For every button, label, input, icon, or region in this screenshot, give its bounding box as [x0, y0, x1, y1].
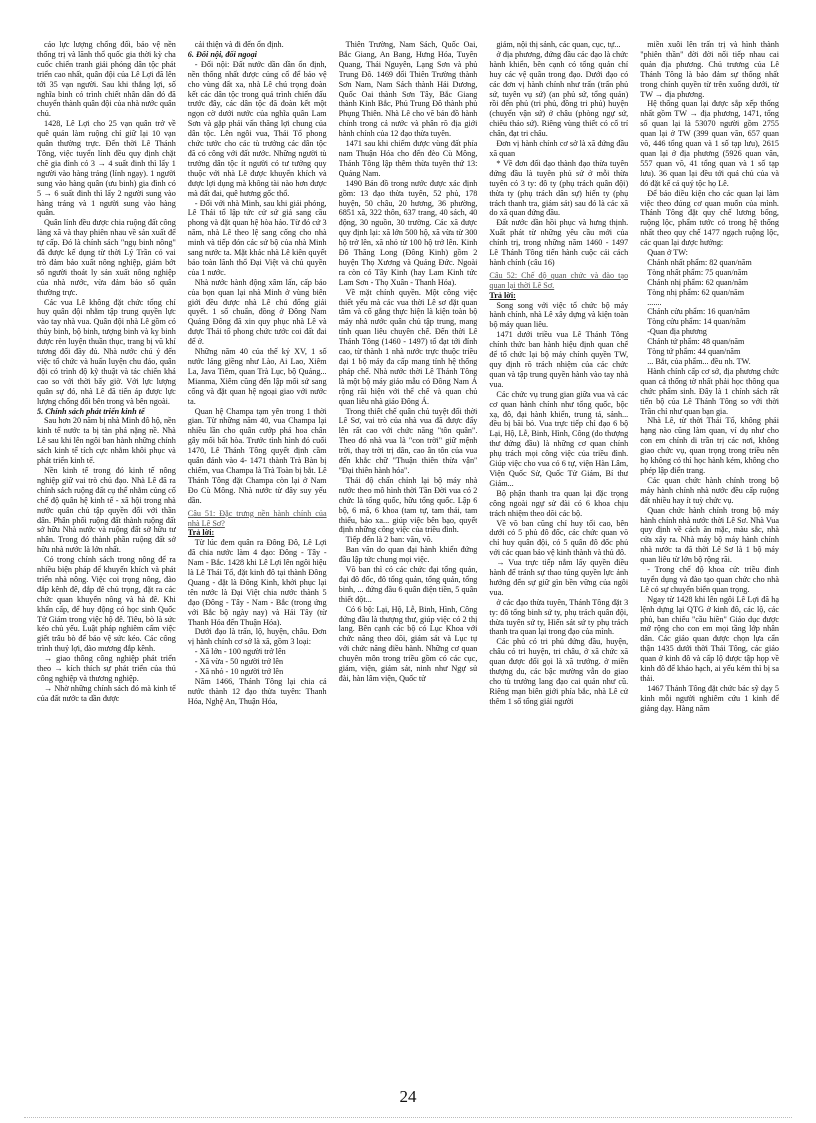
footer-divider — [24, 1117, 792, 1118]
paragraph: Tòng nhị phẩm: 62 quan/năm — [647, 287, 745, 297]
question-heading: Câu 51: Đặc trưng nền hành chính của nhà Lê Sơ? — [187, 508, 327, 528]
paragraph: - Xã nhỏ - 10 người trở lên — [194, 667, 284, 677]
paragraph: - Đối với nhà Minh, sau khi giải phóng, Lê Thái tổ lập tức cử sứ giả sang cầu phong và đặt quan hệ hòa hảo. Từ đó cứ 3 năm, nhà Lê theo lệ sang cống cho nhà minh và tiếp đón các sứ bộ của nhà Minh sang nước ta. Mặt khác nhà Lê kiên quyết bảo toàn lãnh thổ Đại Việt và chủ quyền của 1 nước. — [187, 198, 327, 277]
paragraph: - Trong chế độ khoa cử: triều đình tuyển dụng và đào tạo quan chức cho nhà Lê có sự chuyển biến quan trọng. — [640, 565, 779, 594]
paragraph: → giao thông công nghiệp phát triển theo → kích thích sự phát triển của thủ công nghiệp và thương nghiệp. — [37, 654, 176, 683]
paragraph: giám, nội thị sảnh, các quan, cục, tự... — [496, 40, 621, 49]
paragraph: Bộ phận thanh tra quan lại đặc trọng công ngoài ngự sử đài có 6 khoa chịu trách nhiệm theo dõi các bộ. — [489, 488, 629, 518]
section-heading: 5. Chính sách phát triển kinh tế — [37, 406, 145, 416]
paragraph: Có trong chính sách trong nông để ra nhiều biện pháp để khuyến khích và phát triển nhà nông. Việc coi trọng nông, đào đắp kênh đê, đắp đê chủ trọng, đặt ra các chức quan khuyến nông và hà đê. Khi khẩn cấp, để huy động có học sinh Quốc Tử Giám trong việc hộ đê. Tiêu, bò là sức kéo chủ yếu. Luật pháp nghiêm cấm việc giết trâu bò để bảo vệ sức kéo. Các công trình thuỷ lợi, đào mương đắp kênh. — [37, 555, 176, 654]
paragraph: Sau hơn 20 năm bị nhà Minh đô hộ, nền kinh tế nước ta bị tàn phá nặng nề. Nhà Lê sau khi lên ngôi ban hành những chính sách kinh tế tích cực nhằm khôi phục và phát triển kinh tế. — [37, 416, 176, 466]
paragraph: Về mặt chính quyền. Một công việc thiết yếu mà các vua thời Lê sơ đặt quan tâm và cố gắng thực hiện là kiện toàn bộ máy nhà nước quân chủ tập trung, mang tính quan liêu chuyên chế. Đến thời Lê Thánh Tông (1460 - 1497) tổ đạt tới đỉnh cao, từ thành 1 nhà nước trực thuộc triều đại 1 bộ máy đa cấp mang tính hệ thống pháp chế. Nhà nước thời Lê Thánh Tông là một bộ máy giáo mẫu có Đông Nam Á rộng rãi hiện với thể chế và quan chủ quan liêu nhà giáo Đông Á. — [338, 287, 478, 406]
paragraph: Song song với việc tổ chức bộ máy hành chính, nhà Lê xây dựng và kiện toàn bộ máy quan liêu. — [489, 300, 629, 330]
paragraph: Tòng tứ phẩm: 44 quan/năm — [647, 347, 741, 357]
paragraph: ở địa phương, đứng đầu các đạo là chức hành khiển, bên cạnh có tổng quản chỉ huy các vệ quân trong đạo. Dưới đạo có các đơn vị hành chính như trấn (trấn phủ sứ, tuyên vụ sứ) (an phủ sứ, tổng quản) rồi đến phủ (tri phủ, đồng tri phủ) huyện (chuyển vận sứ) ở châu (phòng ngự sứ, chiêu thảo sứ). Riêng vùng thiết có cố trí chân, đạt tri châu. — [489, 49, 629, 139]
column-2 — [188, 40, 327, 1090]
paragraph: -Quan địa phương — [647, 327, 707, 337]
paragraph: Tòng cửu phẩm: 14 quan/năm — [647, 317, 746, 327]
paragraph: - Xã lớn - 100 người trở lên — [194, 647, 286, 657]
paragraph: * Về đơn đối đạo thành đạo thừa tuyên đứng đầu là tuyên phủ sứ ở mỗi thừa tuyên có 3 ty: đô ty (phụ trách quân đội) thừa ty (phụ trách dân sự) hiến ty (phụ trách thanh tra, giám sát) sau đó là các xã do xã quan đứng đầu. — [489, 158, 629, 218]
paragraph: Nhà Lê, từ thời Thái Tổ, không phải hạng nào cũng làm quan, ví dụ như cho con em chính di trần trị các nơi, không giao chức vụ, quan trọng trong triều nên họ không có thì học hành kém, không cho phép lập điển trang. — [640, 416, 779, 475]
paragraph: Hệ thống quan lại được sắp xếp thống nhất gồm TW → địa phương, 1471, tổng số quan lại là 53070 người gồm 2755 quan lại ở TW (399 quan văn, 657 quan võ, 446 tổng quan và 1 số tạp lưu), 2615 quan lại ở địa phương (5926 quan văn, 557 quan võ, 41 tổng quan và 1 số tạp lưu). 36 quan lại đều tới quá chủ của và đó đặt kế cả quý tộc họ Lê. — [640, 99, 779, 188]
answer-label: Trả lời: — [187, 528, 215, 538]
paragraph: Trong thiết chế quân chủ tuyệt đối thời Lê Sơ, vai trò của nhà vua đã được đẩy lên rất cao với chức năng "tôn quân". Theo đó nhà vua là "con trời" giữ mệnh trời, thay trời trị dân, cao ân tôn của vua đến khắc chữ "Thuận thiên thừa vận" "Đại thiên hành hóa". — [338, 406, 478, 475]
text-columns — [37, 40, 779, 1090]
column-3 — [339, 40, 478, 1090]
paragraph: Đất nước dần hồi phục và hưng thịnh. Xuất phát từ những yêu cầu mới của chính trị, trong những năm 1460 - 1497 Lê Thánh Tông tiến hành cuộc cải cách hành chính (câu 16) — [489, 218, 629, 267]
paragraph: Chánh nhất phẩm: 82 quan/năm — [647, 257, 752, 267]
paragraph: ....... — [647, 297, 662, 307]
section-heading: 6. Đối nội, đối ngoại — [187, 49, 257, 59]
paragraph: Từ lúc đem quân ra Đông Đô, Lê Lợi đã chia nước làm 4 đạo: Đông - Tây - Nam - Bắc. 1428 khi Lê Lợi lên ngôi hiệu là Lê Thái Tổ, đặt kinh đô tại thành Đông Quang - đặt là Đông Kinh, khởi phục lại tên nước là Đại Việt chia nước thành 5 đạo (Đông - Tây - Nam - Bắc (trong ứng với Bắc bộ ngày nay) và Hải Tây (từ Thanh Hóa đến Thuận Hóa). — [187, 538, 327, 627]
paragraph: cáo lực lượng chống đối, bảo vệ nền thống trị và lãnh thổ quốc gia thời kỳ cha cuốc chiến tranh giải phóng dân tộc phát triển cao nhất, quân đội của Lê Lợi đã lên tới 35 vạn người. Sau khi thắng lợi, số nghĩa binh có trình chiết nhân dân đó đã chuyển thành quân đội của nhà nước quân chủ. — [37, 40, 176, 119]
paragraph: Để bảo điều kiện cho các quan lại làm việc theo đúng cơ quan muốn của mình. Thánh Tông đặt quy chế lương bổng, ruộng lộc, phẩm tước có trong hệ thống nhất theo quy chế 1477 ngạch ruộng lộc, các quan lại được hưởng: — [640, 188, 779, 248]
paragraph: Chánh nhị phẩm: 62 quan/năm — [647, 277, 749, 287]
paragraph: miền xuôi lên trấn trị và hình thành "phiên thần" đời đời nối tiếp nhau cai quản địa phương. Chủ trương của Lê Thánh Tông là bảo đảm sự thống nhất trong chính quyền từ trên xuống dưới, từ TW → địa phương. — [640, 40, 779, 99]
paragraph: cải thiện và đi đến ổn định. — [194, 40, 284, 49]
paragraph: Các vua Lê không đặt chức tổng chỉ huy quân đội nhằm tập trung quyền lực vào tay nhà vua. Quân đội nhà Lê gồm có thủy binh, bộ binh, tượng binh và kỵ binh được rèn luyện thuần thục, trang bị vũ khí tương đối đầy đủ. Nhà nước chú ý đến việc tổ chức và huấn luyện chu đáo, quân đội có trình độ kỹ thuật và tác chiến khá cao so với thời bấy giờ. Với lực lượng quân sự đó, nhà Lê đã tiến áp được lực lượng chống đối bên trong và bên ngoài. — [37, 297, 176, 406]
paragraph: 1467 Thánh Tông đặt chức bác sỹ dạy 5 kinh mỗi người nghiêm cứu 1 kinh để giảng dạy. Hàng năm — [640, 683, 779, 713]
page-number: 24 — [399, 1087, 417, 1106]
paragraph: ở các đạo thừa tuyên, Thánh Tông đặt 3 ty: đô tổng binh sứ ty, phụ trách quân đội, thừa tuyên sứ ty, Hiến sát sứ ty phụ trách thanh tra quan lại trong đạo của mình. — [489, 597, 629, 637]
paragraph: Quan ở TW: — [647, 248, 688, 258]
paragraph: Chánh cửu phẩm: 16 quan/năm — [647, 307, 750, 317]
question-heading: Câu 52: Chế độ quan chức và đào tạo quan lại thời Lê Sơ. — [489, 270, 629, 290]
paragraph: Các chức vụ trung gian giữa vua và các cơ quan hành chính như tổng quốc, bộc xạ, đô, đại hành khiển, trung tá, sảnh... đều bị bãi bỏ. Vua trực tiếp chỉ đạo 6 bộ Lại, Hộ, Lễ, Binh, Hình, Công (do thượng thư đứng đầu) là những cơ quan chính phụ trách mọi công việc của triều đình. Giúp việc cho vua có 6 tự, viện Hàn Lâm, Viện Quốc Sử, Quốc Tử Giám, Bí thư Giám... — [489, 389, 629, 488]
paragraph: Thái độ chấn chỉnh lại bộ máy nhà nước theo mô hình thời Tần Đời vua có 2 chức là tổng quốc, hữu tổng quốc. Lập 6 bộ, 6 mã, 6 khoa (tam tự, tam thái, tam thiếu, bảo xa... giúp việc bên bạo, quyết định những công việc của triều đình. — [338, 475, 478, 535]
paragraph: Về võ ban cũng chỉ huy tối cao, bên dưới có 5 phủ đô đốc, các chức quan võ chỉ huy quân đội, có 5 quân đô đốc phủ với các quan bảo vệ kinh thành và thủ đô. — [489, 518, 629, 558]
paragraph: 1490 Bản đồ trong nước được xác định gồm: 13 đạo thừa tuyên, 52 phủ, 178 huyện, 50 châu, 20 hương, 36 phường, 6851 xã, 322 thôn, 637 trang, 40 sách, 40 động, 30 nguồn, 30 trường. Các xã được quy định lại: xã lớn 500 hộ, xã vừa từ 300 hộ trở lên, xã nhỏ từ 100 hộ trở lên. Kinh Đô Thăng Long (Đông Kinh) gồm 2 huyện Thọ Xương và Quảng Đức. Ngoài ra còn có Tây Kinh (hay Lam Kinh tức Lam Sơn - Thọ Xuân - Thanh Hóa). — [338, 178, 478, 287]
paragraph: Có 6 bộ: Lại, Hộ, Lễ, Binh, Hình, Công đứng đầu là thượng thư, giúp việc có 2 thị lang. Bên cạnh các bộ có Lục Khoa với chức năng theo dõi, giám sát và Lục tự với chức năng điều hành. Những cơ quan chuyên môn trong triều gồm có các cục, giám, viện, giám sát, ninh như Ngự sử đài, hàn lâm viện, Quốc tử — [338, 604, 478, 683]
paragraph: Dưới đạo là trấn, lộ, huyện, châu. Đơn vị hành chính cơ sở là xã, gồm 3 loại: — [187, 627, 327, 647]
column-4 — [489, 40, 628, 1090]
paragraph: Quân lính đều được chia ruộng đất công làng xã và thay phiên nhau về sản xuất để tự cấp. Đó là chính sách "ngụ binh nông" đã được kế dụng từ thời Lý Trần có vai trò đảm bảo xuất nông nghiệp, giảm bớt số người thoát ly sản xuất nông nghiệp của nhà nước, vừa đảm bảo số quân thường trực. — [37, 218, 176, 297]
paragraph: Nền kinh tế trong đó kinh tế nông nghiệp giữ vai trò chủ đạo. Nhà Lê đã ra chính sách ruộng đất cụ thể nhằm củng cố chế độ quân hệ kinh tế - xã hội trong nhà nước quân chủ tập quyền đối với thần dân. Phân phối ruộng đất thành ruộng đất sở hữu Nhà nước và ruộng đất sở hữu tư nhân. Trong đó thành phần ruộng đất sở hữu nhà nước là lớn nhất. — [37, 465, 176, 555]
paragraph: Đơn vị hành chính cơ sở là xã đứng đầu xã quan — [489, 139, 629, 158]
paragraph: 1428, Lê Lợi cho 25 vạn quân trở về quê quán làm ruộng chỉ giữ lại 10 vạn quân thường trực. Đến thời Lê Thánh Tông, việc tuyển lính đều quy định chặt chẽ gia đình có 3 → 4 suất đinh thì lấy 1 người vào hàng tráng (lính ngạy). 1 người sung vào hàng quân (ưu binh) gia đình có 5 → 6 suất đinh thì lấy 2 người sung vào hàng tráng và 1 người sung vào hàng quân. — [37, 119, 176, 218]
paragraph: Thiên Trường, Nam Sách, Quốc Oai, Bắc Giang, An Bang, Hưng Hóa, Tuyên Quang, Thái Nguyên, Lạng Sơn và phủ Trung Đô. 1469 đổi Thiên Trường thành Sơn Nam, Nam Sách thành Hải Dương, Quốc Oai thành Sơn Tây, Bắc Giang thành Kinh Bắc, Phủ Trung Đô thành phủ Phụng Thiên. Nhà Lê cho vẽ bản đồ hành chính trong cả nước và phân rõ địa giới hành chính của 12 đạo thừa tuyên. — [338, 40, 478, 139]
paragraph: Tòng nhất phẩm: 75 quan/năm — [647, 267, 748, 277]
paragraph: ... Bắt, của phẩm... đều nh. TW. — [647, 357, 751, 366]
column-1 — [37, 40, 176, 1090]
paragraph: → Nhờ những chính sách đó mà kinh tế của đất nước ta dần được — [37, 683, 176, 703]
paragraph: - Đối nội: Đất nước dần dần ổn định, nền thống nhất được củng cố để bảo vệ cho vùng đất xa, nhà Lê chú trọng đoàn kết các dân tộc trong quá trình chiến đấu trước đây, các dân tộc đã đoàn kết một ngọn cờ dưới nước của nghĩa quân Lam Sơn và gặp phải vấn thăng lợi chung của dân tộc. Lên ngôi vua, Thái Tổ phong chức tước cho các tù trưởng các dân tộc đã có công với đất nước. Những người tù trưởng dân tộc ít người có tư tưởng quy thuộc với nhà Lê được khuyến khích và được lợi dụng mà không tài nào hơn được mà đất đai, quê hương gốc thổ. — [187, 59, 327, 198]
paragraph: Các phủ có tri phủ đứng đầu, huyện, châu có tri huyện, tri châu, ở xã chức xã quan được đổi gọi là xã trưởng. ở miền thượng du, các bậc mường vẫn do giao cho tù trưởng lang đạo cai quản như cũ. Riêng mạn biên giới phía bắc, nhà Lê cử thêm 1 số tổng giải người — [489, 637, 629, 706]
paragraph: Hành chính cấp cơ sở, địa phương chức quan cả thống tờ nhất phải học thông qua chức phẩm sinh. Đây là 1 chính sách rất tiến bộ của Lê Thánh Tông so với thời Trần chỉ như quan bạn gia. — [640, 366, 779, 416]
column-5 — [640, 40, 779, 1090]
paragraph: 1471 sau khi chiếm được vùng đất phía nam Thuận Hóa cho đến đèo Cù Mông, Thánh Tông lập thêm thừa tuyên thứ 13: Quảng Nam. — [338, 139, 478, 178]
paragraph: Ban văn do quan đại hành khiển đứng đầu lập tức chung mọi việc. — [338, 545, 478, 565]
paragraph: Tiếp đến là 2 ban: văn, võ. — [345, 535, 433, 545]
answer-label: Trả lời: — [489, 290, 516, 300]
paragraph: Chánh tứ phẩm: 48 quan/năm — [647, 337, 745, 347]
paragraph: Ngay từ 1428 khi lên ngôi Lê Lợi đã hạ lệnh dựng lại QTG ở kinh đô, các lộ, các phủ, ban chiếu "cầu hiền" Giáo dục được mở rộng cho con em mọi tầng lớp nhân dân. Các giáo quan được chọn lựa cẩn thận 1435 dưới thời Thái Tông, các giáo quan ở kinh đô và cấp lộ được tập họp về kinh đô để khảo hạch, ai yếu kém thì bị sa thải. — [640, 594, 779, 683]
paragraph: Quan chức hành chính trong bộ máy hành chính nhà nước thời Lê Sơ. Nhà Vua quy định về cách ăn mặc, màu sắc, nhà cửa xây ra. Nhà máy bộ máy hành chính nhà nước ta đã thời Lê Sơ là 1 bộ máy quan liêu từ lớn bộ rộng rãi. — [640, 505, 779, 565]
paragraph: Năm 1466, Thánh Tông lại chia cả nước thành 12 đạo thừa tuyên: Thanh Hóa, Nghệ An, Thuận Hóa, — [187, 677, 327, 706]
paragraph: Quan hệ Champa tạm yên trong 1 thời gian. Từ những năm 40, vua Champa lại nhiều lần cho quân cướp phá hoa chân gây mối bất hòa. Trước tình hình đó cuối 1470, Lê Thánh Tông quyết định cầm quân đánh vào 4- 1471 thành Trà Bàn bị chiếm, vua Champa là Trà Toàn bị bắt. Lê Thánh Tông đặt Champa còn lại ở Nam Đo Cù Mông. Nhà nước từ đây suy yếu dần. — [187, 406, 327, 505]
paragraph: - Xã vừa - 50 người trở lên — [194, 657, 284, 667]
paragraph: Các quan chức hành chính trong bộ máy hành chính nhà nước đều cấp ruộng đất nhiều hay ít tuỳ chức vụ. — [640, 475, 779, 505]
paragraph: Nhà nước hành động xâm lấn, cấp bảo của bọn quan lại nhà Minh ở vùng biên giới đều được nhà Lê chú đổng giải quyết. 1 số chuẩn, đồng ở Đông Nam Quảng Đông đã xin quy phục nhà Lê và được Thái tổ phong chức tước coi đất đai để ở. — [187, 277, 327, 347]
paragraph: Những năm 40 của thế kỷ XV, 1 số nước láng giềng như Lào, Ai Lao, Xiêm La, Java Tiêm, quan Trà Lục, bộ Quảng... Mianma, Xiêm cũng đến lập mối sứ sang cống và đặt quan hệ ngoại giao với nước ta. — [187, 347, 327, 406]
paragraph: Võ ban thì có các chức đại tổng quản, đại đô đốc, đô tổng quản, tổng quản, tổng binh, ... đứng đầu 6 quân điện tiền, 5 quân thiết đột... — [338, 565, 478, 604]
paragraph: 1471 dưới triều vua Lê Thánh Tông chính thức ban hành hiệu định quan chế để tổ chức lại bộ máy chính quyền TW, quy định rõ trách nhiệm của các chức quan và tập trung quyền hành vào tay nhà vua. — [489, 330, 629, 389]
paragraph: → Vua trực tiếp nắm lấy quyền điều hành để tránh sự thao túng quyền lực ảnh hưởng đến sự giữ gìn bền vững của ngôi vua. — [489, 558, 629, 597]
